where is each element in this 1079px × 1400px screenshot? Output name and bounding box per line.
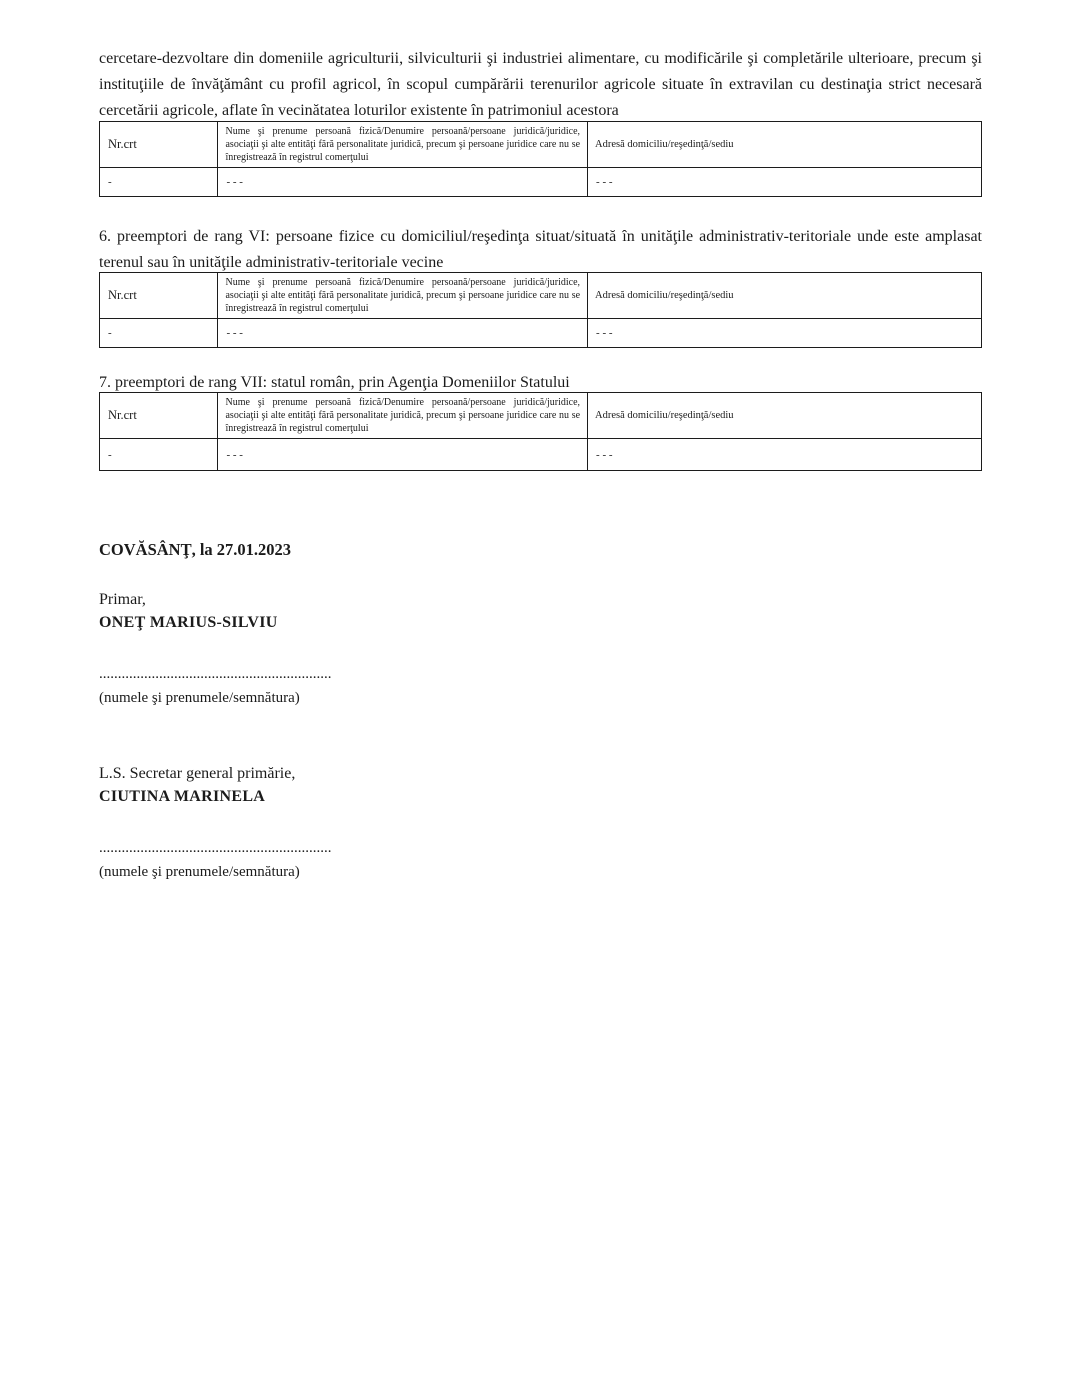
- table-row: [100, 319, 982, 348]
- preemptor-rank7-table: [99, 392, 982, 471]
- section-7-heading: 7. preemptori de rang VII: statul român, prin Agenţia Domeniilor Statului: [99, 374, 570, 391]
- secretary-name: CIUTINA MARINELA: [99, 788, 266, 805]
- secretary-signature-caption: (numele şi prenumele/semnătura): [99, 864, 300, 880]
- table-header-row: [100, 393, 982, 439]
- cell-address: - - -: [588, 168, 982, 197]
- cell-nrcrt: -: [100, 439, 218, 471]
- cell-address: - - -: [588, 439, 982, 471]
- cell-address: - - -: [588, 319, 982, 348]
- mayor-signature-block: [99, 588, 982, 634]
- column-header-name: Nume şi prenume persoană fizică/Denumire persoană/persoane juridică/juridice, asociaţii şi alte entităţi fără personalitate juridică, precum şi persoane juridice care nu se înregistrează în registrul comerţului: [218, 393, 588, 439]
- table-header-row: [100, 273, 982, 319]
- column-header-name: Nume şi prenume persoană fizică/Denumire persoană/persoane juridică/juridice, asociaţii şi alte entităţi fără personalitate juridică, precum şi persoane juridice care nu se înregistrează în registrul comerţului: [218, 122, 588, 168]
- column-header-name: Nume şi prenume persoană fizică/Denumire persoană/persoane juridică/juridice, asociaţii şi alte entităţi fără personalitate juridică, precum şi persoane juridice care nu se înregistrează în registrul comerţului: [218, 273, 588, 319]
- section-6-heading: 6. preemptori de rang VI: persoane fizice cu domiciliul/reşedinţa situat/situată în unităţile administrativ-teritoriale unde este amplasat terenul sau în unităţile administrativ-teritoriale vecine: [99, 228, 982, 271]
- column-header-nrcrt: Nr.crt: [100, 393, 218, 439]
- table-row: [100, 439, 982, 471]
- intro-paragraph: cercetare-dezvoltare din domeniile agriculturii, silviculturii şi industriei alimentare, cu modificările şi completările ulterioare, precum şi instituţiile de învăţământ cu profil agricol, în scopul cumpărării terenurilor agricole situate în extravilan cu destinaţia strict necesară cercetării agricole, aflate în vecinătatea loturilor existente în patrimoniul acestora: [99, 50, 982, 119]
- secretary-title: L.S. Secretar general primărie,: [99, 765, 296, 782]
- cell-nrcrt: -: [100, 168, 218, 197]
- preemptor-rank5-table: [99, 121, 982, 197]
- mayor-title: Primar,: [99, 591, 146, 608]
- mayor-name: ONEŢ MARIUS-SILVIU: [99, 614, 278, 631]
- mayor-signature-caption: (numele şi prenumele/semnătura): [99, 690, 300, 706]
- table-header-row: [100, 122, 982, 168]
- cell-name: - - -: [218, 319, 588, 348]
- cell-nrcrt: -: [100, 319, 218, 348]
- cell-name: - - -: [218, 168, 588, 197]
- cell-name: - - -: [218, 439, 588, 471]
- column-header-nrcrt: Nr.crt: [100, 273, 218, 319]
- secretary-signature-block: [99, 762, 982, 808]
- table-row: [100, 168, 982, 197]
- column-header-nrcrt: Nr.crt: [100, 122, 218, 168]
- secretary-signature-line: ..............................................................: [99, 840, 332, 856]
- preemptor-rank6-table: [99, 272, 982, 348]
- column-header-address: Adresă domiciliu/reşedinţă/sediu: [588, 122, 982, 168]
- column-header-address: Adresă domiciliu/reşedinţă/sediu: [588, 393, 982, 439]
- place-and-date: COVĂSÂNŢ, la 27.01.2023: [99, 540, 292, 559]
- mayor-signature-line: ..............................................................: [99, 666, 332, 682]
- column-header-address: Adresă domiciliu/reşedinţă/sediu: [588, 273, 982, 319]
